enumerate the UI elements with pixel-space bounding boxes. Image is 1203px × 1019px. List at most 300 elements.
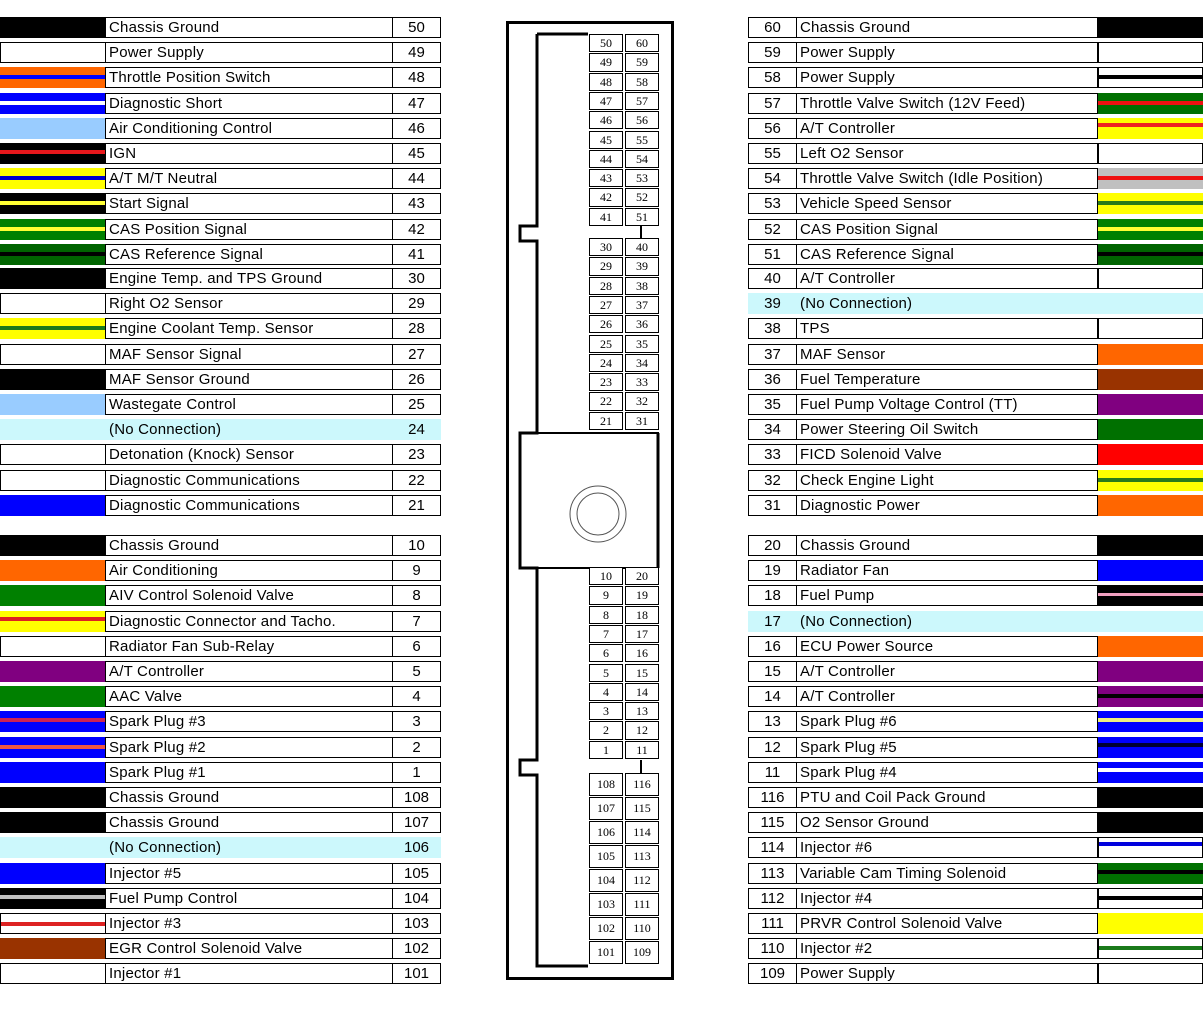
wire-color-swatch (0, 535, 106, 556)
pin-row-106 (0, 837, 441, 858)
pin-function-label: Chassis Ground (105, 812, 393, 833)
connector-pin-cell: 102 (589, 917, 623, 940)
pin-number: 41 (392, 244, 441, 265)
wire-stripe (0, 176, 106, 180)
wire-color-swatch (1098, 17, 1203, 38)
pin-row-15 (748, 661, 1203, 682)
wire-color-swatch (0, 686, 106, 707)
wire-stripe (1098, 478, 1203, 482)
pin-function-label: Chassis Ground (105, 535, 393, 556)
pin-function-label: IGN (105, 143, 393, 164)
pin-row-101 (0, 963, 441, 984)
wire-color-swatch (1098, 585, 1203, 606)
wire-color-swatch (0, 369, 106, 390)
wire-stripe (1099, 842, 1202, 846)
pin-number: 15 (748, 661, 797, 682)
pin-function-label: Spark Plug #6 (796, 711, 1098, 732)
connector-pin-cell: 109 (625, 941, 659, 964)
pin-function-label: Injector #2 (796, 938, 1098, 959)
pin-row-112 (748, 888, 1203, 909)
connector-pin-cell: 55 (625, 131, 659, 149)
pin-number: 109 (748, 963, 797, 984)
pin-number: 11 (748, 762, 797, 783)
wire-stripe (0, 150, 106, 154)
pin-function-label: Right O2 Sensor (105, 293, 393, 314)
connector-pin-cell: 20 (625, 567, 659, 585)
wire-color-swatch (0, 585, 106, 606)
connector-pin-cell: 5 (589, 664, 623, 682)
pin-number: 47 (392, 93, 441, 114)
pin-number: 105 (392, 863, 441, 884)
wire-stripe (1098, 201, 1203, 205)
connector-pin-cell: 38 (625, 277, 659, 295)
pin-row-34 (748, 419, 1203, 440)
wire-color-swatch (0, 837, 106, 858)
pin-row-103 (0, 913, 441, 934)
pin-row-7 (0, 611, 441, 632)
wire-stripe (0, 75, 106, 79)
wire-color-swatch (1098, 118, 1203, 139)
wire-color-swatch (0, 737, 106, 758)
pin-function-label: Vehicle Speed Sensor (796, 193, 1098, 214)
wire-color-swatch (0, 711, 106, 732)
connector-pin-cell: 15 (625, 664, 659, 682)
pin-function-label: Diagnostic Communications (105, 470, 393, 491)
pin-function-label: Power Supply (796, 67, 1098, 88)
pin-number: 33 (748, 444, 797, 465)
pin-row-26 (0, 369, 441, 390)
connector-pin-cell: 53 (625, 169, 659, 187)
connector-pin-cell: 45 (589, 131, 623, 149)
wire-color-swatch (1098, 444, 1203, 465)
pin-number: 60 (748, 17, 797, 38)
pin-row-47 (0, 93, 441, 114)
pin-row-36 (748, 369, 1203, 390)
wire-color-swatch (1098, 394, 1203, 415)
wire-color-swatch (0, 661, 106, 682)
pin-row-1 (0, 762, 441, 783)
wire-stripe (1098, 123, 1203, 127)
wire-color-swatch (0, 244, 106, 265)
connector-pin-cell: 3 (589, 702, 623, 720)
pin-number: 3 (392, 711, 441, 732)
pin-number: 111 (748, 913, 797, 934)
wire-color-swatch (1098, 93, 1203, 114)
pin-row-53 (748, 193, 1203, 214)
pin-row-115 (748, 812, 1203, 833)
wire-color-swatch (0, 219, 106, 240)
connector-pin-cell: 105 (589, 845, 623, 868)
wire-color-swatch (0, 17, 106, 38)
wire-stripe (0, 718, 106, 722)
connector-pin-cell: 7 (589, 625, 623, 643)
pin-number: 19 (748, 560, 797, 581)
pin-number: 35 (748, 394, 797, 415)
connector-pin-cell: 22 (589, 392, 623, 410)
wire-color-swatch (1098, 913, 1203, 934)
pin-number: 6 (392, 636, 441, 657)
pin-number: 4 (392, 686, 441, 707)
pin-function-label: A/T Controller (796, 118, 1098, 139)
wire-color-swatch (1098, 143, 1203, 164)
pin-function-label: Variable Cam Timing Solenoid (796, 863, 1098, 884)
connector-pin-cell: 106 (589, 821, 623, 844)
pin-number: 20 (748, 535, 797, 556)
wire-color-swatch (1098, 219, 1203, 240)
pin-function-label: A/T M/T Neutral (105, 168, 393, 189)
connector-pin-cell: 28 (589, 277, 623, 295)
pin-function-label: Engine Coolant Temp. Sensor (105, 318, 393, 339)
wire-stripe (1098, 252, 1203, 256)
pin-number: 9 (392, 560, 441, 581)
pin-function-label: TPS (796, 318, 1098, 339)
pin-function-label: Wastegate Control (105, 394, 393, 415)
pin-number: 27 (392, 344, 441, 365)
pin-function-label: Throttle Valve Switch (Idle Position) (796, 168, 1098, 189)
wire-stripe (1099, 75, 1202, 79)
wire-stripe (0, 201, 106, 205)
connector-pin-cell: 54 (625, 150, 659, 168)
connector-pin-cell: 21 (589, 412, 623, 430)
pin-row-8 (0, 585, 441, 606)
wire-color-swatch (1098, 42, 1203, 63)
pin-number: 31 (748, 495, 797, 516)
pin-row-31 (748, 495, 1203, 516)
wire-color-swatch (1098, 470, 1203, 491)
pin-function-label: Injector #5 (105, 863, 393, 884)
pin-function-label: Chassis Ground (796, 535, 1098, 556)
wire-stripe (0, 617, 106, 621)
pin-function-label: Spark Plug #5 (796, 737, 1098, 758)
connector-pin-cell: 47 (589, 92, 623, 110)
wire-color-swatch (0, 938, 106, 959)
wire-stripe (1098, 227, 1203, 231)
connector-pin-cell: 36 (625, 315, 659, 333)
wire-color-swatch (1098, 419, 1203, 440)
pin-number: 59 (748, 42, 797, 63)
connector-pin-cell: 56 (625, 111, 659, 129)
wire-color-swatch (0, 611, 106, 632)
wire-color-swatch (0, 394, 106, 415)
pin-row-6 (0, 636, 441, 657)
pin-row-45 (0, 143, 441, 164)
wire-color-swatch (1098, 661, 1203, 682)
pin-function-label: Spark Plug #4 (796, 762, 1098, 783)
pin-number: 114 (748, 837, 797, 858)
connector-pin-cell: 108 (589, 773, 623, 796)
connector-pin-cell: 116 (625, 773, 659, 796)
wire-color-swatch (0, 318, 106, 339)
pin-row-23 (0, 444, 441, 465)
pin-function-label: Power Supply (796, 42, 1098, 63)
connector-pin-cell: 17 (625, 625, 659, 643)
wire-color-swatch (0, 495, 106, 516)
pin-function-label: Engine Temp. and TPS Ground (105, 268, 393, 289)
wire-color-swatch (1098, 787, 1203, 808)
pin-function-label: Radiator Fan Sub-Relay (105, 636, 393, 657)
pin-number: 29 (392, 293, 441, 314)
connector-pin-cell: 30 (589, 238, 623, 256)
pin-function-label: Left O2 Sensor (796, 143, 1098, 164)
wire-stripe (1098, 593, 1203, 596)
pin-number: 101 (392, 963, 441, 984)
pin-row-5 (0, 661, 441, 682)
pin-row-44 (0, 168, 441, 189)
wire-color-swatch (1098, 888, 1203, 909)
pin-row-10 (0, 535, 441, 556)
connector-pin-cell: 29 (589, 257, 623, 275)
pin-number: 113 (748, 863, 797, 884)
pin-function-label: Power Supply (796, 963, 1098, 984)
pin-row-28 (0, 318, 441, 339)
pin-row-29 (0, 293, 441, 314)
wire-color-swatch (1098, 938, 1203, 959)
pin-row-38 (748, 318, 1203, 339)
pin-function-label: Fuel Pump (796, 585, 1098, 606)
connector-pin-cell: 39 (625, 257, 659, 275)
wire-color-swatch (0, 42, 106, 63)
pin-function-label: CAS Reference Signal (796, 244, 1098, 265)
connector-pin-cell: 58 (625, 73, 659, 91)
pin-number: 17 (764, 612, 781, 630)
pin-function-label: Injector #1 (105, 963, 393, 984)
pin-function-label: Spark Plug #1 (105, 762, 393, 783)
wire-color-swatch (0, 344, 106, 365)
pin-function-label: A/T Controller (105, 661, 393, 682)
connector-pin-cell: 10 (589, 567, 623, 585)
connector-pin-cell: 113 (625, 845, 659, 868)
wire-color-swatch (0, 168, 106, 189)
pin-row-9 (0, 560, 441, 581)
connector-pin-cell: 52 (625, 188, 659, 206)
pin-row-111 (748, 913, 1203, 934)
pin-number: 26 (392, 369, 441, 390)
pin-function-label: Spark Plug #3 (105, 711, 393, 732)
wire-color-swatch (1098, 268, 1203, 289)
connector-pin-cell: 35 (625, 335, 659, 353)
connector-pin-cell: 51 (625, 208, 659, 226)
connector-pin-cell: 41 (589, 208, 623, 226)
pin-row-109 (748, 963, 1203, 984)
pin-number: 103 (392, 913, 441, 934)
connector-pin-cell: 112 (625, 869, 659, 892)
pin-row-18 (748, 585, 1203, 606)
pin-function-label: CAS Position Signal (796, 219, 1098, 240)
pin-number: 106 (403, 839, 430, 857)
pin-row-105 (0, 863, 441, 884)
connector-pin-cell: 27 (589, 296, 623, 314)
connector-pin-cell: 60 (625, 34, 659, 52)
pin-row-37 (748, 344, 1203, 365)
pin-row-52 (748, 219, 1203, 240)
wire-color-swatch (1098, 168, 1203, 189)
connector-pin-cell: 114 (625, 821, 659, 844)
pin-row-25 (0, 394, 441, 415)
connector-pin-cell: 42 (589, 188, 623, 206)
wire-color-swatch (1098, 67, 1203, 88)
wire-stripe (1098, 694, 1203, 698)
connector-pin-cell: 59 (625, 53, 659, 71)
pin-number: 56 (748, 118, 797, 139)
pin-number: 110 (748, 938, 797, 959)
wire-color-swatch (0, 863, 106, 884)
pin-row-49 (0, 42, 441, 63)
pin-number: 5 (392, 661, 441, 682)
pin-number: 16 (748, 636, 797, 657)
connector-pin-cell: 43 (589, 169, 623, 187)
wire-stripe (0, 326, 106, 330)
pin-row-14 (748, 686, 1203, 707)
pin-number: 39 (764, 295, 781, 313)
pin-row-114 (748, 837, 1203, 858)
pin-function-label: A/T Controller (796, 661, 1098, 682)
connector-pin-cell: 44 (589, 150, 623, 168)
wire-stripe (0, 895, 106, 899)
pin-function-label: FICD Solenoid Valve (796, 444, 1098, 465)
wire-color-swatch (0, 293, 106, 314)
pin-number: 21 (392, 495, 441, 516)
pin-number: 2 (392, 737, 441, 758)
connector-pin-cell: 33 (625, 373, 659, 391)
pin-number: 36 (748, 369, 797, 390)
wire-color-swatch (0, 419, 106, 440)
connector-pin-cell: 49 (589, 53, 623, 71)
wire-color-swatch (1098, 762, 1203, 783)
pin-function-label: Spark Plug #2 (105, 737, 393, 758)
wire-stripe (0, 227, 106, 231)
pin-function-label: Power Supply (105, 42, 393, 63)
pin-function-label: Chassis Ground (105, 787, 393, 808)
connector-pin-cell: 13 (625, 702, 659, 720)
pin-number: 18 (748, 585, 797, 606)
pin-row-12 (748, 737, 1203, 758)
connector-pin-cell: 31 (625, 412, 659, 430)
pin-row-41 (0, 244, 441, 265)
pin-number: 7 (392, 611, 441, 632)
connector-pin-cell: 50 (589, 34, 623, 52)
pin-number: 25 (392, 394, 441, 415)
wire-color-swatch (0, 812, 106, 833)
connector-pin-cell: 104 (589, 869, 623, 892)
connector-pin-cell: 8 (589, 606, 623, 624)
pin-function-label: Diagnostic Power (796, 495, 1098, 516)
pin-row-35 (748, 394, 1203, 415)
pin-row-110 (748, 938, 1203, 959)
wire-color-swatch (1098, 535, 1203, 556)
connector-pin-cell: 25 (589, 335, 623, 353)
connector-pin-cell: 48 (589, 73, 623, 91)
pin-function-label: Air Conditioning (105, 560, 393, 581)
pin-number: 22 (392, 470, 441, 491)
wire-color-swatch (0, 888, 106, 909)
connector-pin-cell: 9 (589, 586, 623, 604)
pin-row-54 (748, 168, 1203, 189)
wire-color-swatch (1098, 812, 1203, 833)
pin-function-label: PTU and Coil Pack Ground (796, 787, 1098, 808)
connector-pin-cell: 19 (625, 586, 659, 604)
pin-row-113 (748, 863, 1203, 884)
connector-pin-cell: 46 (589, 111, 623, 129)
pin-row-40 (748, 268, 1203, 289)
pin-function-label: CAS Position Signal (105, 219, 393, 240)
pin-row-3 (0, 711, 441, 732)
pin-number: 23 (392, 444, 441, 465)
pin-number: 40 (748, 268, 797, 289)
wire-color-swatch (0, 93, 106, 114)
pin-row-39 (748, 293, 1203, 314)
pin-function-label: (No Connection) (109, 839, 222, 857)
wire-color-swatch (0, 787, 106, 808)
pin-row-22 (0, 470, 441, 491)
connector-pin-cell: 115 (625, 797, 659, 820)
pin-number: 12 (748, 737, 797, 758)
wire-color-swatch (1098, 495, 1203, 516)
pin-function-label: Radiator Fan (796, 560, 1098, 581)
pin-number: 54 (748, 168, 797, 189)
pin-function-label: Diagnostic Communications (105, 495, 393, 516)
pin-function-label: (No Connection) (109, 421, 222, 439)
wire-color-swatch (0, 67, 106, 88)
wire-color-swatch (0, 444, 106, 465)
pin-number: 107 (392, 812, 441, 833)
pin-row-55 (748, 143, 1203, 164)
pin-number: 48 (392, 67, 441, 88)
pin-function-label: Check Engine Light (796, 470, 1098, 491)
wire-color-swatch (1098, 293, 1203, 314)
pin-number: 28 (392, 318, 441, 339)
wire-color-swatch (1098, 193, 1203, 214)
wire-color-swatch (1098, 737, 1203, 758)
pin-row-4 (0, 686, 441, 707)
pin-number: 34 (748, 419, 797, 440)
pin-function-label: MAF Sensor Signal (105, 344, 393, 365)
pin-function-label: AIV Control Solenoid Valve (105, 585, 393, 606)
pin-function-label: ECU Power Source (796, 636, 1098, 657)
connector-pin-cell: 37 (625, 296, 659, 314)
pin-function-label: AAC Valve (105, 686, 393, 707)
pin-row-20 (748, 535, 1203, 556)
pin-function-label: A/T Controller (796, 686, 1098, 707)
pin-function-label: Throttle Valve Switch (12V Feed) (796, 93, 1098, 114)
wire-stripe (0, 252, 106, 256)
pin-number: 58 (748, 67, 797, 88)
pin-function-label: Diagnostic Connector and Tacho. (105, 611, 393, 632)
wire-color-swatch (1098, 863, 1203, 884)
wire-color-swatch (1098, 711, 1203, 732)
pin-function-label: MAF Sensor (796, 344, 1098, 365)
pin-number: 14 (748, 686, 797, 707)
wire-color-swatch (1098, 344, 1203, 365)
pin-row-58 (748, 67, 1203, 88)
pin-row-21 (0, 495, 441, 516)
connector-pin-cell: 16 (625, 644, 659, 662)
pin-function-label: MAF Sensor Ground (105, 369, 393, 390)
wire-color-swatch (0, 560, 106, 581)
pin-number: 37 (748, 344, 797, 365)
wire-color-swatch (1098, 244, 1203, 265)
connector-pin-cell: 4 (589, 683, 623, 701)
connector-pin-cell: 18 (625, 606, 659, 624)
wire-color-swatch (1098, 686, 1203, 707)
pin-row-56 (748, 118, 1203, 139)
pin-number: 43 (392, 193, 441, 214)
pin-number: 30 (392, 268, 441, 289)
wire-color-swatch (0, 118, 106, 139)
connector-pin-cell: 14 (625, 683, 659, 701)
connector-pin-cell: 32 (625, 392, 659, 410)
pin-row-24 (0, 419, 441, 440)
pin-number: 1 (392, 762, 441, 783)
